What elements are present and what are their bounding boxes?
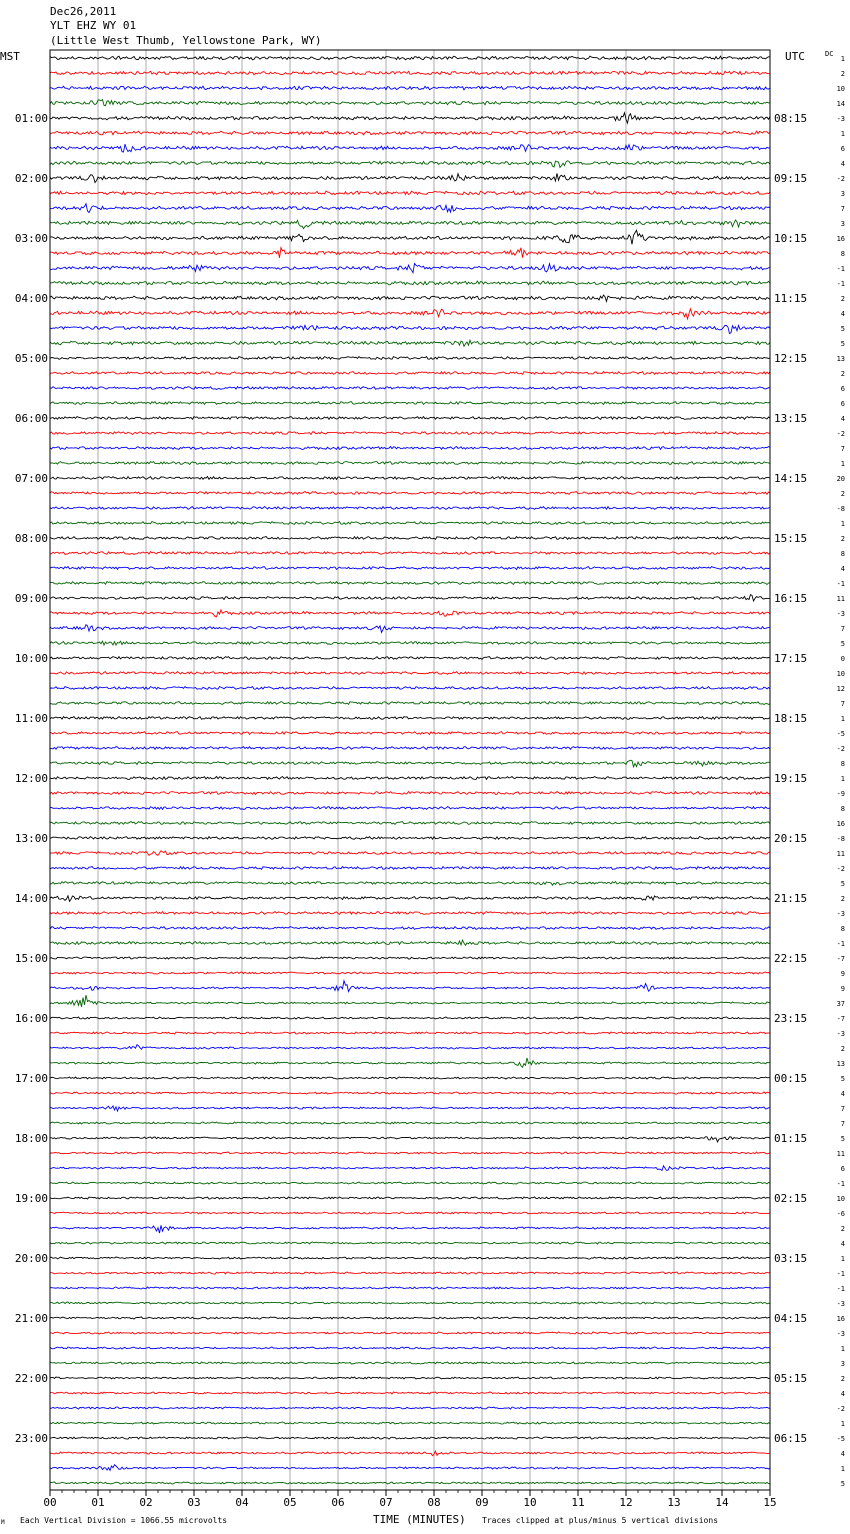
mst-hour-label: 08:00 — [14, 532, 48, 545]
x-tick-label: 01 — [91, 1496, 105, 1509]
seismic-trace — [50, 387, 770, 390]
seismic-trace — [50, 402, 770, 405]
mst-hour-label: 07:00 — [14, 472, 48, 485]
seismic-trace — [50, 732, 770, 735]
dc-offset-label: 16 — [836, 820, 845, 828]
seismic-trace — [50, 309, 770, 319]
seismic-trace — [50, 822, 770, 825]
dc-offset-label: -2 — [836, 1405, 845, 1413]
dc-offset-label: -1 — [836, 265, 845, 273]
utc-hour-label: 14:15 — [774, 472, 808, 485]
seismic-trace — [50, 1032, 770, 1034]
dc-offset-label: 6 — [840, 145, 845, 153]
mst-hour-label: 22:00 — [14, 1372, 48, 1385]
dc-offset-label: 7 — [840, 1120, 845, 1128]
seismic-trace — [50, 702, 770, 705]
seismic-trace — [50, 447, 770, 450]
x-tick-label: 14 — [715, 1496, 729, 1509]
seismic-trace — [50, 625, 770, 633]
dc-offset-label: 7 — [840, 1105, 845, 1113]
seismic-trace — [50, 1077, 770, 1079]
utc-hour-label: 05:15 — [774, 1372, 808, 1385]
seismic-trace — [50, 882, 770, 886]
seismic-trace — [50, 477, 770, 480]
utc-hour-label: 21:15 — [774, 892, 808, 905]
dc-offset-label: 14 — [836, 100, 845, 108]
dc-offset-label: 20 — [836, 475, 845, 483]
dc-offset-label: 7 — [840, 625, 845, 633]
seismic-trace — [50, 1332, 770, 1334]
seismic-trace — [50, 113, 770, 123]
seismic-trace — [50, 161, 770, 168]
seismic-trace — [50, 1272, 770, 1274]
seismic-trace — [50, 1422, 770, 1424]
dc-offset-label: 5 — [840, 1480, 845, 1488]
seismic-trace — [50, 1465, 770, 1471]
dc-offset-labels — [837, 55, 845, 1488]
seismic-trace — [50, 191, 770, 195]
mst-hour-label: 04:00 — [14, 292, 48, 305]
seismic-trace — [50, 340, 770, 346]
mst-hour-label: 19:00 — [14, 1192, 48, 1205]
station-id: YLT EHZ WY 01 — [50, 19, 137, 32]
seismic-trace — [50, 1166, 770, 1171]
dc-offset-label: 13 — [836, 1060, 845, 1068]
dc-offset-label: 11 — [836, 850, 845, 858]
x-tick-label: 07 — [379, 1496, 393, 1509]
x-axis-ticks — [43, 1490, 776, 1509]
utc-hour-label: 03:15 — [774, 1252, 808, 1265]
seismic-trace — [50, 837, 770, 840]
mst-hour-label: 23:00 — [14, 1432, 48, 1445]
seismic-trace — [50, 641, 770, 645]
dc-offset-label: 5 — [840, 325, 845, 333]
mst-hour-label: 12:00 — [14, 772, 48, 785]
plot-frame — [50, 50, 770, 1490]
dc-offset-label: -5 — [836, 1435, 845, 1443]
dc-offset-label: 2 — [840, 295, 845, 303]
seismic-trace — [50, 204, 770, 213]
mst-hour-label: 18:00 — [14, 1132, 48, 1145]
mst-hour-label: 05:00 — [14, 352, 48, 365]
seismic-trace — [50, 220, 770, 229]
mst-hour-label: 13:00 — [14, 832, 48, 845]
dc-offset-label: 5 — [840, 1135, 845, 1143]
seismic-trace — [50, 1451, 770, 1456]
seismic-trace — [50, 610, 770, 617]
seismic-trace — [50, 1257, 770, 1259]
mst-hour-label: 14:00 — [14, 892, 48, 905]
seismic-trace — [50, 144, 770, 152]
seismic-trace — [50, 1058, 770, 1067]
utc-hour-labels — [774, 112, 807, 1445]
dc-offset-label: 8 — [840, 250, 845, 258]
dc-offset-label: 2 — [840, 70, 845, 78]
x-tick-label: 08 — [427, 1496, 441, 1509]
mst-hour-label: 10:00 — [14, 652, 48, 665]
dc-offset-label: 1 — [840, 1420, 845, 1428]
seismic-trace — [50, 867, 770, 870]
seismic-trace — [50, 230, 770, 244]
utc-hour-label: 19:15 — [774, 772, 808, 785]
seismic-trace — [50, 1302, 770, 1304]
dc-offset-label: 2 — [840, 535, 845, 543]
dc-offset-label: 4 — [840, 1090, 845, 1098]
x-tick-label: 15 — [763, 1496, 777, 1509]
seismic-trace — [50, 1106, 770, 1111]
x-tick-label: 06 — [331, 1496, 345, 1509]
seismic-trace — [50, 747, 770, 750]
dc-offset-label: -5 — [836, 730, 845, 738]
seismic-trace — [50, 940, 770, 945]
dc-offset-label: 2 — [840, 490, 845, 498]
dc-offset-label: -1 — [836, 1270, 845, 1278]
dc-offset-label: 1 — [840, 520, 845, 528]
seismic-trace — [50, 1212, 770, 1214]
dc-offset-label: 1 — [840, 775, 845, 783]
dc-offset-label: -8 — [836, 505, 845, 513]
dc-offset-label: 1 — [840, 715, 845, 723]
utc-hour-label: 10:15 — [774, 232, 808, 245]
seismic-trace — [50, 1137, 770, 1142]
dc-offset-label: 2 — [840, 370, 845, 378]
seismic-trace — [50, 86, 770, 90]
utc-hour-label: 02:15 — [774, 1192, 808, 1205]
seismic-trace — [50, 552, 770, 555]
seismic-trace — [50, 492, 770, 495]
dc-offset-label: 6 — [840, 400, 845, 408]
dc-offset-label: 13 — [836, 355, 845, 363]
plot-date: Dec26,2011 — [50, 5, 117, 18]
dc-offset-label: 3 — [840, 1360, 845, 1368]
dc-offset-label: -2 — [836, 175, 845, 183]
seismic-trace — [50, 1152, 770, 1154]
seismic-trace — [50, 777, 770, 780]
seismic-trace — [50, 462, 770, 465]
utc-hour-label: 18:15 — [774, 712, 808, 725]
seismic-trace — [50, 1482, 770, 1484]
seismic-trace — [50, 281, 770, 285]
dc-offset-label: 8 — [840, 760, 845, 768]
seismic-trace — [50, 131, 770, 135]
seismic-trace — [50, 1242, 770, 1244]
utc-hour-label: 23:15 — [774, 1012, 808, 1025]
x-tick-label: 12 — [619, 1496, 633, 1509]
seismic-trace — [50, 173, 770, 182]
dc-offset-label: 1 — [840, 1345, 845, 1353]
x-tick-label: 11 — [571, 1496, 585, 1509]
dc-offset-label: 8 — [840, 805, 845, 813]
x-tick-label: 05 — [283, 1496, 297, 1509]
dc-offset-label: -3 — [836, 1300, 845, 1308]
dc-offset-label: 1 — [840, 460, 845, 468]
dc-offset-label: 5 — [840, 880, 845, 888]
dc-offset-label: 1 — [840, 130, 845, 138]
seismic-trace — [50, 851, 770, 856]
x-tick-label: 09 — [475, 1496, 489, 1509]
utc-hour-label: 08:15 — [774, 112, 808, 125]
x-tick-label: 00 — [43, 1496, 57, 1509]
dc-offset-label: 9 — [840, 970, 845, 978]
minute-gridlines — [98, 50, 722, 1490]
seismic-trace — [50, 760, 770, 767]
dc-offset-label: 6 — [840, 385, 845, 393]
dc-offset-label: 7 — [840, 205, 845, 213]
utc-hour-label: 16:15 — [774, 592, 808, 605]
seismic-trace — [50, 657, 770, 660]
utc-hour-label: 01:15 — [774, 1132, 808, 1145]
dc-offset-label: -2 — [836, 865, 845, 873]
seismic-trace — [50, 995, 770, 1007]
mst-hour-label: 20:00 — [14, 1252, 48, 1265]
corner-mark: M — [1, 1519, 5, 1526]
utc-label: UTC — [785, 50, 805, 63]
utc-hour-label: 20:15 — [774, 832, 808, 845]
dc-offset-label: -3 — [836, 115, 845, 123]
x-tick-label: 02 — [139, 1496, 153, 1509]
mst-hour-label: 01:00 — [14, 112, 48, 125]
seismic-trace — [50, 1045, 770, 1050]
seismic-trace — [50, 1182, 770, 1184]
dc-offset-label: 5 — [840, 640, 845, 648]
mst-hour-labels — [15, 112, 48, 1445]
dc-offset-label: 2 — [840, 895, 845, 903]
dc-offset-label: 3 — [840, 190, 845, 198]
seismic-trace — [50, 582, 770, 585]
utc-hour-label: 09:15 — [774, 172, 808, 185]
x-tick-label: 04 — [235, 1496, 249, 1509]
dc-offset-label: 12 — [836, 685, 845, 693]
seismic-trace — [50, 507, 770, 510]
dc-offset-label: 5 — [840, 1075, 845, 1083]
utc-hour-label: 17:15 — [774, 652, 808, 665]
dc-offset-label: 10 — [836, 85, 845, 93]
dc-offset-label: -9 — [836, 790, 845, 798]
dc-offset-label: -3 — [836, 910, 845, 918]
dc-offset-label: -7 — [836, 955, 845, 963]
dc-offset-label: -3 — [836, 1330, 845, 1338]
dc-offset-label: 37 — [836, 1000, 845, 1008]
seismic-trace — [50, 1287, 770, 1289]
seismic-trace — [50, 325, 770, 333]
dc-offset-label: 11 — [836, 595, 845, 603]
mst-hour-label: 17:00 — [14, 1072, 48, 1085]
x-tick-label: 10 — [523, 1496, 537, 1509]
dc-header: DC — [825, 50, 834, 58]
seismic-trace — [50, 1392, 770, 1394]
dc-offset-label: 6 — [840, 1165, 845, 1173]
seismic-trace — [50, 357, 770, 360]
seismic-trace — [50, 71, 770, 75]
mst-label: MST — [0, 50, 20, 63]
seismic-trace — [50, 896, 770, 902]
seismic-trace — [50, 912, 770, 915]
dc-offset-label: 4 — [840, 565, 845, 573]
seismic-trace — [50, 595, 770, 601]
dc-offset-label: 1 — [840, 1465, 845, 1473]
seismic-trace — [50, 1347, 770, 1349]
seismic-trace — [50, 1377, 770, 1379]
seismic-trace — [50, 1197, 770, 1199]
dc-offset-label: -8 — [836, 835, 845, 843]
seismic-trace — [50, 417, 770, 420]
dc-offset-label: 8 — [840, 550, 845, 558]
dc-offset-label: -1 — [836, 940, 845, 948]
seismic-trace — [50, 1437, 770, 1439]
seismic-trace — [50, 56, 770, 60]
dc-offset-label: 10 — [836, 670, 845, 678]
seismic-trace — [50, 100, 770, 106]
seismic-trace — [50, 264, 770, 273]
station-location: (Little West Thumb, Yellowstone Park, WY) — [50, 34, 322, 47]
mst-hour-label: 21:00 — [14, 1312, 48, 1325]
mst-hour-label: 03:00 — [14, 232, 48, 245]
dc-offset-label: 4 — [840, 160, 845, 168]
dc-offset-label: -1 — [836, 1180, 845, 1188]
dc-offset-label: 9 — [840, 985, 845, 993]
dc-offset-label: 2 — [840, 1045, 845, 1053]
seismic-trace — [50, 1317, 770, 1319]
seismic-trace — [50, 1407, 770, 1409]
dc-offset-label: -1 — [836, 1285, 845, 1293]
dc-offset-label: 4 — [840, 310, 845, 318]
mst-hour-label: 09:00 — [14, 592, 48, 605]
mst-hour-label: 06:00 — [14, 412, 48, 425]
seismic-trace — [50, 1017, 770, 1019]
utc-hour-label: 06:15 — [774, 1432, 808, 1445]
mst-hour-label: 02:00 — [14, 172, 48, 185]
seismic-trace — [50, 957, 770, 959]
utc-hour-label: 13:15 — [774, 412, 808, 425]
seismic-trace — [50, 672, 770, 675]
dc-offset-label: 7 — [840, 445, 845, 453]
dc-offset-label: 16 — [836, 1315, 845, 1323]
seismic-trace — [50, 717, 770, 720]
dc-offset-label: 8 — [840, 925, 845, 933]
utc-hour-label: 00:15 — [774, 1072, 808, 1085]
dc-offset-label: 1 — [840, 1255, 845, 1263]
seismic-trace — [50, 372, 770, 375]
utc-hour-label: 15:15 — [774, 532, 808, 545]
mst-hour-label: 15:00 — [14, 952, 48, 965]
utc-hour-label: 12:15 — [774, 352, 808, 365]
scale-note: Each Vertical Division = 1066.55 microvolts — [20, 1516, 228, 1525]
dc-offset-label: -3 — [836, 610, 845, 618]
seismic-trace — [50, 687, 770, 690]
seismic-trace — [50, 927, 770, 930]
utc-hour-label: 22:15 — [774, 952, 808, 965]
dc-offset-label: -3 — [836, 1030, 845, 1038]
dc-offset-label: 7 — [840, 700, 845, 708]
utc-hour-label: 11:15 — [774, 292, 808, 305]
dc-offset-label: -2 — [836, 745, 845, 753]
dc-offset-label: 0 — [840, 655, 845, 663]
seismic-trace — [50, 792, 770, 795]
dc-offset-label: 4 — [840, 1390, 845, 1398]
mst-hour-label: 11:00 — [14, 712, 48, 725]
seismic-trace — [50, 1092, 770, 1094]
x-tick-label: 03 — [187, 1496, 201, 1509]
dc-offset-label: 10 — [836, 1195, 845, 1203]
seismic-trace — [50, 567, 770, 570]
dc-offset-label: -1 — [836, 280, 845, 288]
dc-offset-label: 4 — [840, 1240, 845, 1248]
x-tick-label: 13 — [667, 1496, 681, 1509]
dc-offset-label: 2 — [840, 1375, 845, 1383]
dc-offset-label: 4 — [840, 1450, 845, 1458]
seismic-trace — [50, 807, 770, 810]
dc-offset-label: -7 — [836, 1015, 845, 1023]
dc-offset-label: 16 — [836, 235, 845, 243]
seismic-traces — [50, 56, 770, 1484]
seismic-trace — [50, 537, 770, 540]
seismic-trace — [50, 1225, 770, 1233]
dc-offset-label: 11 — [836, 1150, 845, 1158]
mst-hour-label: 16:00 — [14, 1012, 48, 1025]
utc-hour-label: 04:15 — [774, 1312, 808, 1325]
dc-offset-label: 4 — [840, 415, 845, 423]
dc-offset-label: 3 — [840, 220, 845, 228]
seismic-trace — [50, 248, 770, 258]
seismic-trace — [50, 972, 770, 974]
x-axis-label: TIME (MINUTES) — [373, 1513, 466, 1526]
dc-offset-label: -2 — [836, 430, 845, 438]
dc-offset-label: 2 — [840, 1225, 845, 1233]
seismic-trace — [50, 295, 770, 301]
dc-offset-label: -6 — [836, 1210, 845, 1218]
seismic-trace — [50, 1122, 770, 1124]
dc-offset-label: 5 — [840, 340, 845, 348]
dc-offset-label: -1 — [836, 580, 845, 588]
seismic-trace — [50, 432, 770, 435]
seismic-trace — [50, 522, 770, 525]
seismic-trace — [50, 1362, 770, 1364]
dc-offset-label: 1 — [840, 55, 845, 63]
clip-note: Traces clipped at plus/minus 5 vertical divisions — [482, 1516, 719, 1525]
seismic-trace — [50, 981, 770, 992]
